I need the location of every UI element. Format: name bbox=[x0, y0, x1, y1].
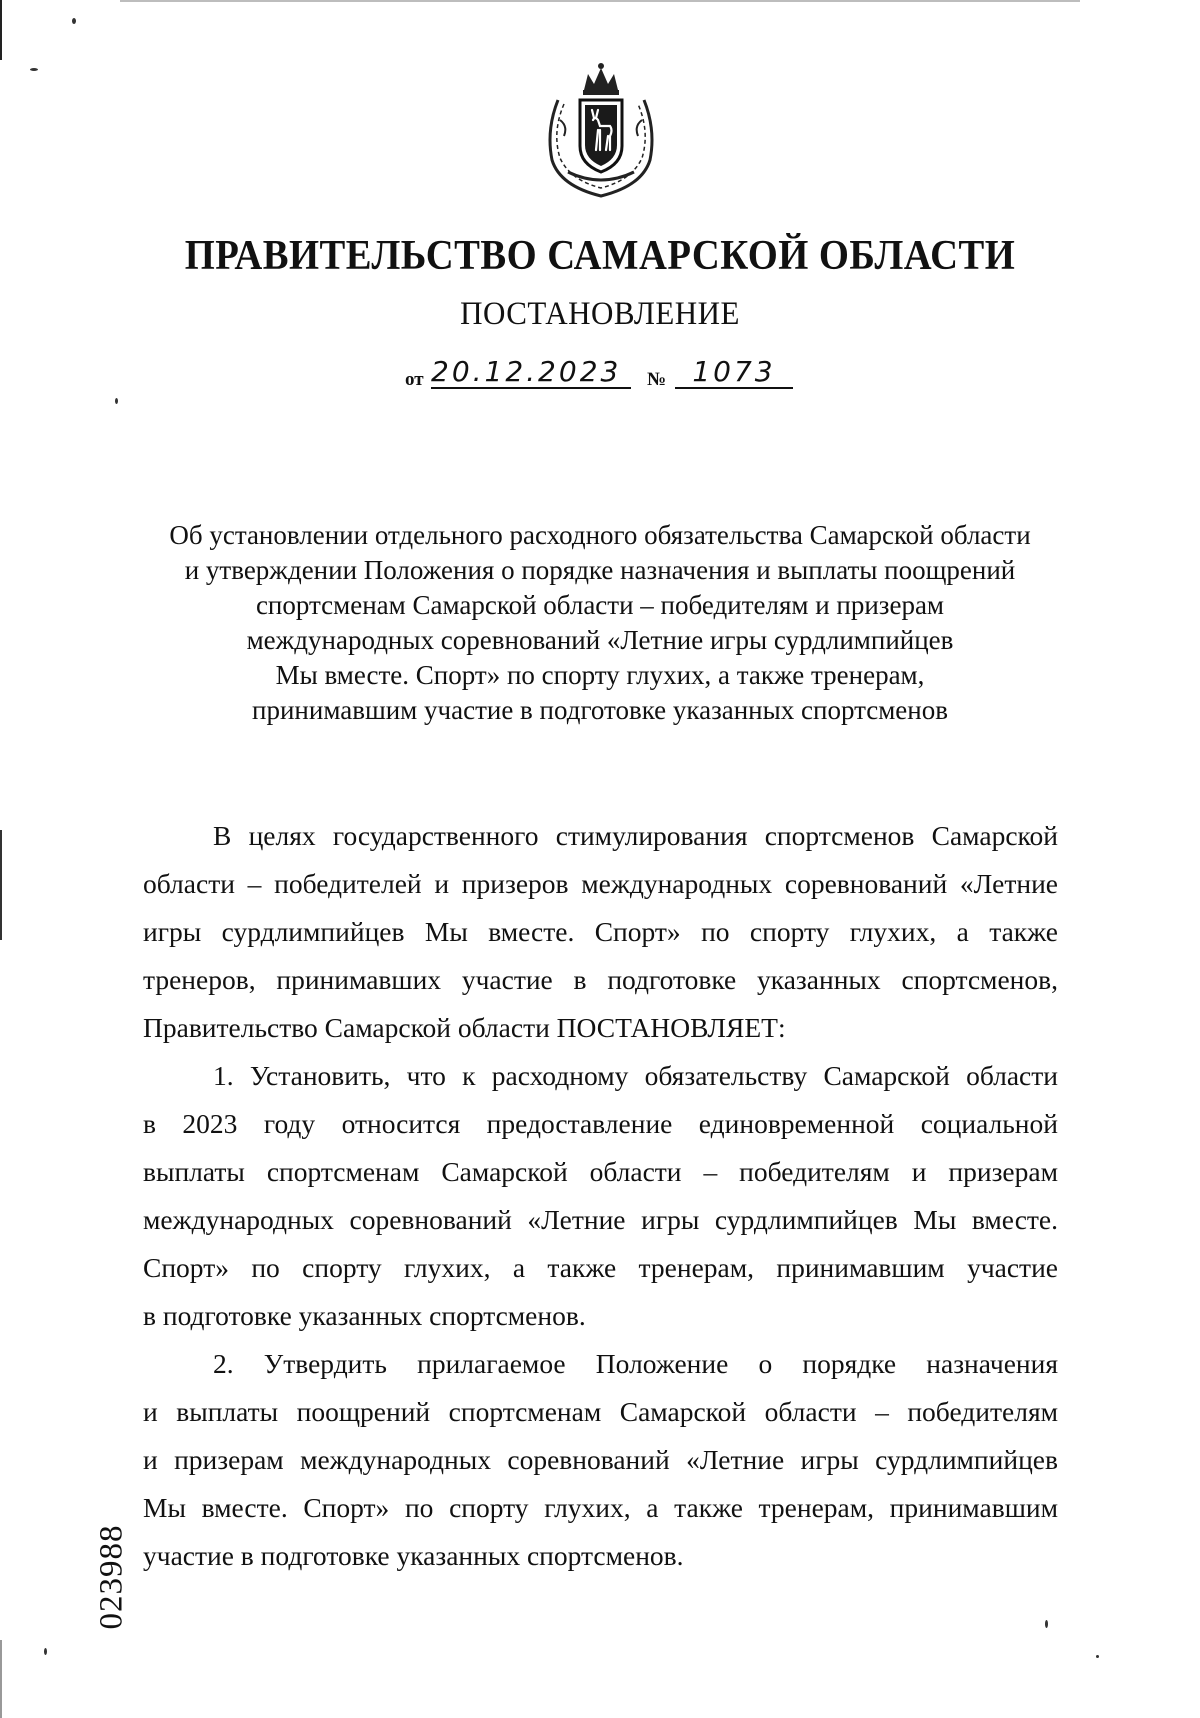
text-line: выплаты спортсменам Самарской области – победителям и призерам bbox=[143, 1156, 1058, 1187]
subject-line: спортсменам Самарской области – победителям и призерам bbox=[255, 590, 945, 620]
document-number: 1073 bbox=[675, 355, 793, 389]
subject-line: Об установлении отдельного расходного обязательства Самарской области bbox=[169, 520, 1031, 550]
form-serial-number-text: 023988 bbox=[93, 1524, 130, 1630]
government-title: ПРАВИТЕЛЬСТВО САМАРСКОЙ ОБЛАСТИ bbox=[184, 233, 1016, 279]
subject-line: международных соревнований «Летние игры сурдлимпийцев bbox=[246, 625, 954, 655]
scan-edge-left bbox=[0, 1640, 2, 1718]
text-line: в подготовке указанных спортсменов. bbox=[143, 1300, 586, 1331]
number-prefix: № bbox=[647, 369, 667, 390]
document-date: 20.12.2023 bbox=[431, 355, 631, 389]
scan-speck bbox=[72, 18, 76, 24]
text-line: Мы вместе. Спорт» по спорту глухих, а также тренерам, принимавшим bbox=[143, 1492, 1058, 1523]
text-line: Правительство Самарской области ПОСТАНОВЛЯЕТ: bbox=[143, 1012, 786, 1043]
scan-speck bbox=[30, 68, 38, 71]
scan-edge-left bbox=[0, 830, 2, 940]
scan-edge-left bbox=[0, 0, 2, 60]
text-line: 2. Утвердить прилагаемое Положение о порядке назначения bbox=[213, 1348, 1058, 1379]
text-line: области – победителей и призеров международных соревнований «Летние bbox=[143, 868, 1058, 899]
document-subject bbox=[140, 518, 1060, 728]
text-line: участие в подготовке указанных спортсменов. bbox=[143, 1540, 684, 1571]
document-type: ПОСТАНОВЛЕНИЕ bbox=[460, 296, 740, 332]
subject-line: и утверждении Положения о порядке назначения и выплаты поощрений bbox=[184, 555, 1016, 585]
text-line: игры сурдлимпийцев Мы вместе. Спорт» по спорту глухих, а также bbox=[143, 916, 1058, 947]
text-line: в 2023 году относится предоставление единовременной социальной bbox=[143, 1108, 1058, 1139]
text-line: 1. Установить, что к расходному обязательству Самарской области bbox=[213, 1060, 1058, 1091]
item-2-paragraph bbox=[143, 1340, 1058, 1580]
text-line: тренеров, принимавших участие в подготовке указанных спортсменов, bbox=[143, 964, 1058, 995]
subject-line: принимавшим участие в подготовке указанных спортсменов bbox=[252, 695, 948, 725]
text-line: Спорт» по спорту глухих, а также тренерам, принимавшим участие bbox=[143, 1252, 1058, 1283]
text-line: и выплаты поощрений спортсменам Самарской области – победителям bbox=[143, 1396, 1058, 1427]
scan-edge-top bbox=[120, 0, 1080, 2]
scan-speck bbox=[115, 398, 118, 404]
scan-speck bbox=[1096, 1655, 1099, 1658]
form-serial-number bbox=[82, 1512, 142, 1642]
preamble-paragraph bbox=[143, 812, 1058, 1052]
item-1-paragraph bbox=[143, 1052, 1058, 1340]
scan-speck bbox=[1045, 1620, 1048, 1628]
dateline bbox=[405, 355, 805, 405]
text-line: международных соревнований «Летние игры сурдлимпийцев Мы вместе. bbox=[143, 1204, 1058, 1235]
document-body bbox=[143, 812, 1058, 1580]
date-prefix: от bbox=[405, 369, 424, 390]
text-line: В целях государственного стимулирования спортсменов Самарской bbox=[213, 820, 1058, 851]
subject-line: Мы вместе. Спорт» по спорту глухих, а также тренерам, bbox=[275, 660, 925, 690]
coat-of-arms-icon bbox=[538, 60, 664, 200]
scan-speck bbox=[44, 1648, 47, 1655]
text-line: и призерам международных соревнований «Летние игры сурдлимпийцев bbox=[143, 1444, 1058, 1475]
